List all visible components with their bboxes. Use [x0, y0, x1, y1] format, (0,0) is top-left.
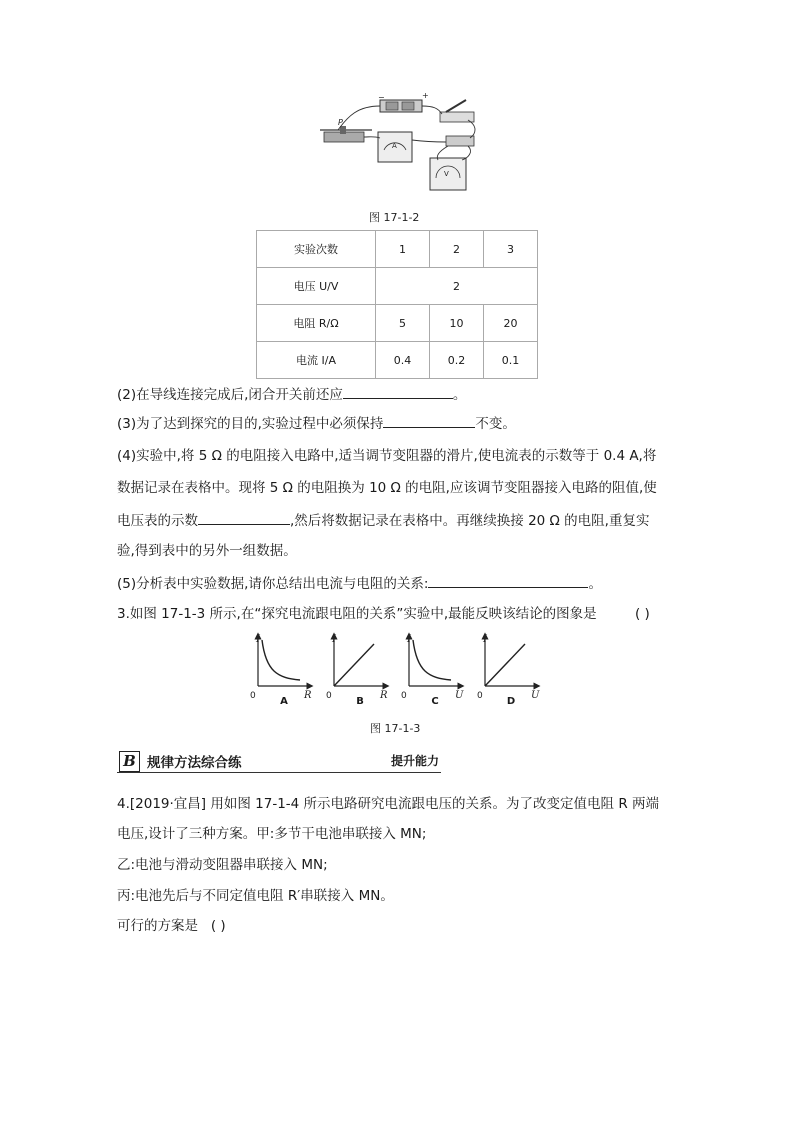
graph-label-a: A	[280, 696, 288, 707]
table-cell: 0.1	[484, 342, 538, 379]
table-cell: 0.2	[430, 342, 484, 379]
question-text: 不变。	[475, 416, 516, 432]
table-row	[257, 231, 538, 268]
graph-label-d: D	[506, 696, 516, 707]
table-cell: 5	[376, 305, 430, 342]
y-axis-label: I	[256, 634, 260, 645]
answer-paren: ( )	[635, 606, 650, 622]
question-2	[117, 384, 466, 405]
table-cell: 电阻 R/Ω	[257, 305, 376, 342]
graphs-caption: 图 17-1-3	[370, 722, 421, 735]
circuit-diagram	[318, 92, 480, 200]
x-axis-label: R	[304, 690, 312, 701]
data-table	[256, 230, 538, 379]
problem-4-line3: 乙:电池与滑动变阻器串联接入 MN;	[117, 857, 328, 873]
section-badge: B	[119, 751, 140, 772]
graph-c	[401, 634, 464, 701]
question-4-line4: 验,得到表中的另外一组数据。	[117, 543, 297, 559]
question-text: 电压表的示数	[117, 513, 198, 529]
question-text: 。	[588, 576, 602, 592]
answer-blank[interactable]	[428, 573, 588, 588]
svg-text:P: P	[338, 118, 343, 127]
question-5	[117, 573, 602, 594]
svg-text:+: +	[422, 92, 429, 100]
section-header	[117, 750, 441, 773]
question-3	[117, 413, 516, 434]
table-cell: 实验次数	[257, 231, 376, 268]
origin-label: 0	[401, 691, 407, 701]
problem-3: 3.如图 17-1-3 所示,在“探究电流跟电阻的关系”实验中,最能反映该结论的图象是	[117, 606, 597, 622]
question-text: (3)为了达到探究的目的,实验过程中必须保持	[117, 416, 384, 432]
section-title: 规律方法综合练	[147, 755, 242, 771]
question-text: ,然后将数据记录在表格中。再继续换接 20 Ω 的电阻,重复实	[290, 513, 650, 529]
question-text: 可行的方案是	[117, 918, 198, 934]
table-row	[257, 305, 538, 342]
question-4-line1: (4)实验中,将 5 Ω 的电阻接入电路中,适当调节变阻器的滑片,使电流表的示数等于 0.4 A,将	[117, 448, 657, 464]
question-text: (2)在导线连接完成后,闭合开关前还应	[117, 387, 343, 403]
table-cell: 2	[430, 231, 484, 268]
answer-blank[interactable]	[383, 413, 475, 428]
graph-curve	[413, 640, 451, 680]
graph-curve	[334, 644, 374, 686]
graph-label-c: C	[431, 696, 439, 707]
section-subtitle: 提升能力	[390, 754, 439, 768]
problem-4-line5	[117, 916, 226, 936]
svg-text:A: A	[392, 142, 397, 150]
y-axis-label: I	[483, 634, 487, 645]
table-cell: 2	[376, 268, 538, 305]
problem-4-line2: 电压,设计了三种方案。甲:多节干电池串联接入 MN;	[117, 826, 427, 842]
table-cell: 电压 U/V	[257, 268, 376, 305]
answer-blank[interactable]	[343, 384, 453, 399]
svg-text:−: −	[378, 93, 385, 102]
graph-curve	[485, 644, 525, 686]
x-axis-label: U	[531, 690, 540, 701]
table-cell: 3	[484, 231, 538, 268]
table-cell: 10	[430, 305, 484, 342]
question-4-line2: 数据记录在表格中。现将 5 Ω 的电阻换为 10 Ω 的电阻,应该调节变阻器接入电路的阻值,使	[117, 480, 657, 496]
answer-paren: ( )	[210, 918, 226, 934]
table-cell: 电流 I/A	[257, 342, 376, 379]
y-axis-label: I	[407, 634, 411, 645]
figure-caption: 图 17-1-2	[369, 211, 420, 224]
table-row	[257, 342, 538, 379]
table-cell: 20	[484, 305, 538, 342]
x-axis-label: R	[380, 690, 388, 701]
problem-4-line1: 4.[2019·宜昌] 用如图 17-1-4 所示电路研究电流跟电压的关系。为了改变定值电阻 R 两端	[117, 796, 659, 812]
origin-label: 0	[477, 691, 483, 701]
question-text: (5)分析表中实验数据,请你总结出电流与电阻的关系:	[117, 576, 429, 592]
question-4-line3	[117, 510, 649, 531]
origin-label: 0	[250, 691, 256, 701]
graph-curve	[262, 640, 300, 680]
x-axis-label: U	[455, 690, 464, 701]
question-text: 。	[452, 387, 467, 403]
graph-label-b: B	[356, 696, 364, 707]
svg-text:V: V	[444, 170, 449, 178]
table-row	[257, 268, 538, 305]
y-axis-label: I	[332, 634, 336, 645]
graph-b	[326, 634, 388, 701]
origin-label: 0	[326, 691, 332, 701]
problem-4-line4: 丙:电池先后与不同定值电阻 R′串联接入 MN。	[117, 888, 394, 904]
table-cell: 1	[376, 231, 430, 268]
answer-blank[interactable]	[198, 510, 290, 525]
table-cell: 0.4	[376, 342, 430, 379]
graph-d	[477, 634, 540, 701]
graph-a	[250, 634, 312, 701]
